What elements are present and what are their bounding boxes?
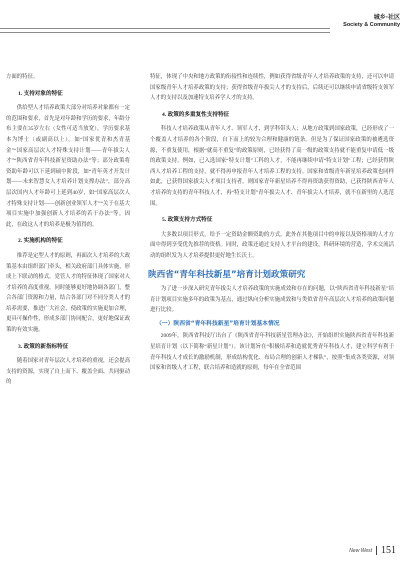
paragraph: 特征，体现了中央和地方政策的衔接性和连续性，例如获得省级青年人才培养政策的支持，还可以申请国家级青年人才培养政策的支持；获得省级青年拔尖人才的支持后，后续还可以继续申请省级特支领军人才的支持以及加速特支培养学人才的支持。	[150, 74, 394, 102]
paragraph: 2009年，陕西省科技厅出台了《陕西省青年科技新星管理办法》，开始组织实施陕西省青年科技新星培育计划（以下简称“新星计划”）。该计划旨在“积极培养和造就优秀青年科技人才，建立科学有利于青年科技人才成长的激励机制，形成结构优化、布局合理的创新人才梯队”，按照“集成各类资源，对领国家和省级人才工程，联合培养和造就的原则，每年在全省范围	[150, 333, 394, 372]
subsection-heading: 3. 政策的新指标特征	[18, 343, 69, 350]
subsection-heading: 1. 支持对象的特征	[18, 90, 63, 97]
page-footer	[349, 545, 396, 556]
paragraph: 推荐是定型人才的原则，再面次人才培养的大政策基本由组织部门牵头，相关政府部门具体实施，形成上下联动的格式。党管人才的特征体现了国家对人才培养的高度重视，同时能够更好地协调各部门，整合各部门资源和力量，结合各部门对不同分类人才的培养需要，推进广大社会、使政策的实施更加合理，更具可操作性，形成多部门协同配合，更好地保证政策的有效实施。	[6, 252, 131, 334]
section-label	[320, 12, 400, 28]
section-title-cn: 城乡·社区	[373, 14, 400, 21]
header-rules	[0, 28, 330, 36]
right-column	[150, 72, 394, 374]
page-header	[0, 0, 402, 64]
subsection-heading-blue: （一）陕西省“青年科技新星”培育计划基本情况	[156, 320, 280, 327]
subsection-heading: 4. 政策的多重复性支持特征	[162, 111, 230, 118]
header-rule	[0, 32, 330, 33]
paragraph: 大多数以项目形式，给予一定资助金额资助的方式，此外在其他项目中的申报以及资格项的人才方面中得到享受优先推荐的资格。同时，政策还通过支持人才平台的建设，科研环境的营造，学术交流活动的组织发为人才培养提供更好地生长沃土。	[150, 231, 394, 259]
paragraph: 方面的特征。	[6, 74, 39, 80]
paragraph: 供给型人才培养政策大部分对培养对象都有一定的范围和要求，首先是对年龄和学历的要求，年龄分布主要在35岁左右（女性可适当放宽），学历要求基本为博士（或副高以上）。如“国家优青和杰青基金”“国家高层次人才特殊支持计划——青年拔尖人才”“陕西省青年科技新星资助办法”等；部分政策将资助年龄可以下延到硕中阶段，如“青年英才开发计划——未来智慧女人才培养计划支撑办法”，部分高层次国内人才年龄可上延到40岁，如“国家高层次人才特殊支持计划——创新创业领军人才”“关于在基大项目实施中加强创新人才培养的若干办法”等。因此，在政这人才的培养是极为值得的。	[6, 105, 131, 228]
subsection-heading: 2. 实施机构的特征	[18, 238, 63, 245]
section-title-en: Society & Community	[343, 22, 400, 28]
left-column	[6, 72, 130, 388]
paragraph: 为了进一步深入研究青年拔尖人才培养政策的实施成效和存在的问题，以“陕西省青年科技新星”培育计划项目实施多年的政策为基点，通过纵向分析实施成效和与类似省青年高层次人才培养的政策问题进行比较。	[150, 286, 394, 314]
page-number: 151	[381, 545, 396, 556]
paragraph: 科技人才培养政策从青年人才、领军人才、到学科带头人；从地方政策到国家政策，已经形成了一个覆盖人才培养的各个阶段，自下而上的较为合理和健康的链条。但是为了保证国家政策的被遴选资源，不重复使用，根据“就高不重复”的政策原则，已经获得了高一级的政策支持就不能重复申请低一级的政策支持。例如，已入选国家“特支计划”工科的人才，不能再继续申请“特支计划”工程；已经获得陕西人才培养工程的支持，就不得再申报青年人才培养工程的支持。国家和省级青年新星培养政策也同样如此，已获得国家拔尖人才项目支持者，则国家青年新星培养不得再资助获得资助，已获得陕西青年人才培养的支持的青年科技人才，再“特支计划”青年拔尖人才、青年拔尖人才培养，就不在新里的人选范围。	[150, 126, 394, 207]
paragraph: 随着国家对青年层次人才培养的重视，还会提高支持的资源，实现了自上而下、覆盖全面、共同驱动的	[6, 358, 131, 386]
footer-divider	[376, 546, 377, 555]
magazine-name: New West	[349, 547, 372, 554]
subsection-heading: 5. 政策支持方式特征	[162, 217, 213, 224]
section-heading: 陕西省“青年科技新星”培育计划政策研究	[148, 269, 306, 280]
header-rule	[0, 28, 330, 29]
